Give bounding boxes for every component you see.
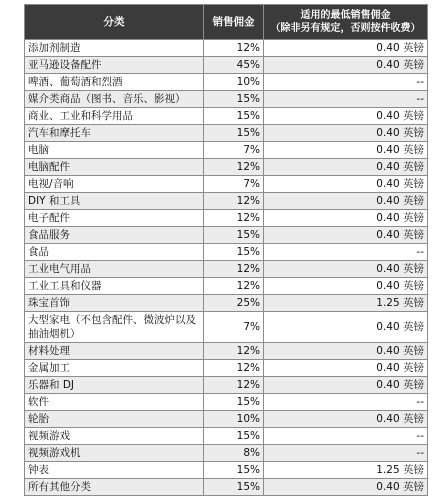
min-fee-cell: 0.40 英镑	[264, 343, 428, 360]
category-cell: 亚马逊设备配件	[25, 57, 204, 74]
table-row	[25, 445, 428, 462]
min-fee-cell: 0.40 英镑	[264, 411, 428, 428]
category-cell: 钟表	[25, 462, 204, 479]
category-cell: DIY 和工具	[25, 193, 204, 210]
category-cell: 金属加工	[25, 360, 204, 377]
fee-table-container	[24, 4, 427, 496]
rate-cell: 12%	[204, 278, 264, 295]
table-row	[25, 462, 428, 479]
rate-cell: 15%	[204, 108, 264, 125]
header-rate: 销售佣金	[204, 5, 264, 40]
min-fee-cell: 0.40 英镑	[264, 479, 428, 496]
min-fee-cell: --	[264, 74, 428, 91]
rate-cell: 12%	[204, 377, 264, 394]
table-row	[25, 479, 428, 496]
rate-cell: 12%	[204, 261, 264, 278]
category-cell: 啤酒、葡萄酒和烈酒	[25, 74, 204, 91]
min-fee-cell: 0.40 英镑	[264, 176, 428, 193]
min-fee-cell: 0.40 英镑	[264, 108, 428, 125]
table-header-row	[25, 5, 428, 40]
rate-cell: 7%	[204, 312, 264, 343]
rate-cell: 12%	[204, 210, 264, 227]
table-row	[25, 244, 428, 261]
table-row	[25, 261, 428, 278]
category-cell: 添加剂制造	[25, 40, 204, 57]
min-fee-cell: 0.40 英镑	[264, 377, 428, 394]
min-fee-cell: 1.25 英镑	[264, 295, 428, 312]
category-cell: 视频游戏	[25, 428, 204, 445]
header-min-fee-line2: （除非另有规定，否则按件收费）	[270, 23, 421, 34]
min-fee-cell: 0.40 英镑	[264, 193, 428, 210]
table-row	[25, 159, 428, 176]
rate-cell: 12%	[204, 159, 264, 176]
rate-cell: 7%	[204, 176, 264, 193]
category-cell: 所有其他分类	[25, 479, 204, 496]
referral-fee-table	[24, 4, 428, 496]
category-cell: 乐器和 DJ	[25, 377, 204, 394]
rate-cell: 45%	[204, 57, 264, 74]
table-row	[25, 210, 428, 227]
min-fee-cell: 0.40 英镑	[264, 159, 428, 176]
category-cell: 电脑	[25, 142, 204, 159]
category-cell: 商业、工业和科学用品	[25, 108, 204, 125]
table-row	[25, 142, 428, 159]
rate-cell: 15%	[204, 244, 264, 261]
rate-cell: 25%	[204, 295, 264, 312]
table-row	[25, 227, 428, 244]
rate-cell: 12%	[204, 40, 264, 57]
table-row	[25, 428, 428, 445]
table-row	[25, 40, 428, 57]
table-row	[25, 176, 428, 193]
category-cell: 轮胎	[25, 411, 204, 428]
rate-cell: 10%	[204, 411, 264, 428]
rate-cell: 15%	[204, 479, 264, 496]
category-cell: 食品	[25, 244, 204, 261]
category-cell: 汽车和摩托车	[25, 125, 204, 142]
table-row	[25, 193, 428, 210]
rate-cell: 15%	[204, 462, 264, 479]
header-min-fee	[264, 5, 428, 40]
min-fee-cell: --	[264, 91, 428, 108]
header-min-fee-line1: 适用的最低销售佣金	[300, 10, 391, 21]
min-fee-cell: 0.40 英镑	[264, 312, 428, 343]
min-fee-cell: 0.40 英镑	[264, 40, 428, 57]
category-cell: 工业工具和仪器	[25, 278, 204, 295]
category-cell: 珠宝首饰	[25, 295, 204, 312]
rate-cell: 7%	[204, 142, 264, 159]
rate-cell: 8%	[204, 445, 264, 462]
table-row	[25, 312, 428, 343]
min-fee-cell: --	[264, 244, 428, 261]
category-cell: 视频游戏机	[25, 445, 204, 462]
category-cell: 电视/音响	[25, 176, 204, 193]
table-row	[25, 377, 428, 394]
table-row	[25, 411, 428, 428]
min-fee-cell: --	[264, 445, 428, 462]
rate-cell: 12%	[204, 360, 264, 377]
table-row	[25, 360, 428, 377]
table-row	[25, 343, 428, 360]
rate-cell: 15%	[204, 91, 264, 108]
rate-cell: 15%	[204, 428, 264, 445]
min-fee-cell: 0.40 英镑	[264, 125, 428, 142]
min-fee-cell: 1.25 英镑	[264, 462, 428, 479]
table-row	[25, 57, 428, 74]
table-body	[25, 40, 428, 496]
category-cell: 材料处理	[25, 343, 204, 360]
min-fee-cell: 0.40 英镑	[264, 210, 428, 227]
table-row	[25, 108, 428, 125]
rate-cell: 10%	[204, 74, 264, 91]
min-fee-cell: 0.40 英镑	[264, 261, 428, 278]
rate-cell: 12%	[204, 193, 264, 210]
min-fee-cell: 0.40 英镑	[264, 360, 428, 377]
min-fee-cell: 0.40 英镑	[264, 57, 428, 74]
table-row	[25, 74, 428, 91]
min-fee-cell: 0.40 英镑	[264, 278, 428, 295]
category-cell: 软件	[25, 394, 204, 411]
min-fee-cell: --	[264, 428, 428, 445]
table-row	[25, 125, 428, 142]
min-fee-cell: --	[264, 394, 428, 411]
category-cell: 媒介类商品（图书、音乐、影视）	[25, 91, 204, 108]
header-category: 分类	[25, 5, 204, 40]
category-cell: 食品服务	[25, 227, 204, 244]
category-cell: 工业电气用品	[25, 261, 204, 278]
category-cell: 电脑配件	[25, 159, 204, 176]
category-cell: 大型家电（不包含配件、微波炉以及抽油烟机）	[25, 312, 204, 343]
category-cell: 电子配件	[25, 210, 204, 227]
rate-cell: 12%	[204, 343, 264, 360]
rate-cell: 15%	[204, 227, 264, 244]
table-row	[25, 295, 428, 312]
table-row	[25, 394, 428, 411]
table-row	[25, 91, 428, 108]
min-fee-cell: 0.40 英镑	[264, 142, 428, 159]
rate-cell: 15%	[204, 125, 264, 142]
rate-cell: 15%	[204, 394, 264, 411]
table-row	[25, 278, 428, 295]
min-fee-cell: 0.40 英镑	[264, 227, 428, 244]
